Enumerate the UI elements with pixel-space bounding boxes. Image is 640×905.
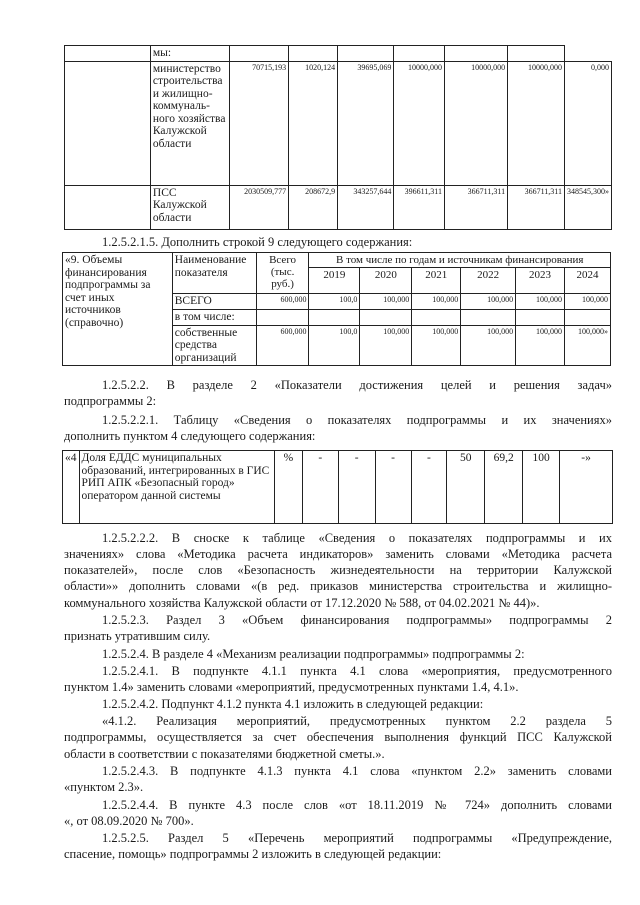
value-cell: 100,000 (360, 294, 412, 310)
year-header: 2020 (360, 268, 412, 294)
value-cell: 0,000 (565, 61, 612, 185)
value-cell: 100,000 (516, 325, 565, 366)
paragraph: подпрограммы 2: (64, 394, 157, 408)
paragraph: «пунктом 2.3». (64, 780, 144, 794)
year-header: 2022 (461, 268, 516, 294)
paragraph: области»» дополнить словами «(в ред. приказов министерства строительства и жилищно- (64, 579, 612, 593)
value-cell: 366711,311 (444, 185, 507, 229)
value-cell: 50 (447, 451, 485, 524)
paragraph: пунктом 1.4» заменить словами «мероприятий, предусмотренных пунктами 1.4, 4.1». (64, 680, 519, 694)
paragraph: 1.2.5.2.3. Раздел 3 «Объем финансирования подпрограммы» подпрограммы 2 (102, 613, 612, 627)
value-cell: 100,000 (565, 294, 611, 310)
year-header: 2024 (565, 268, 611, 294)
value-cell: 100,0 (309, 325, 360, 366)
value-cell: - (338, 451, 375, 524)
value-cell: 600,000 (256, 294, 309, 310)
value-cell: - (302, 451, 338, 524)
year-header: 2023 (516, 268, 565, 294)
empty-cell (65, 46, 151, 62)
indicator-label: Доля ЕДДС муниципальных образований, интегрированных в ГИС РИП АПК «Безопасный город» оператором данной системы (79, 451, 275, 524)
value-cell: 10000,000 (508, 61, 565, 185)
header-total: Всего (тыс. руб.) (256, 253, 309, 294)
value-cell: 100 (523, 451, 560, 524)
paragraph: «4.1.2. Реализация мероприятий, предусмотренных пунктом 2.2 раздела 5 (102, 714, 612, 728)
row-label: мы: (150, 46, 230, 62)
section-label: «9. Объемы финансирования подпрограммы за счет иных источников (справочно) (63, 253, 173, 366)
value-cell: 348545,300» (565, 185, 612, 229)
value-cell: 100,000 (461, 325, 516, 366)
indicator-table (62, 450, 613, 524)
unit-cell: % (275, 451, 303, 524)
paragraph: 1.2.5.2.2.1. Таблицу «Сведения о показателях подпрограммы и их значениях» (102, 413, 612, 427)
paragraph: 1.2.5.2.4.4. В пункте 4.3 после слов «от 18.11.2019 № 724» дополнить словами (102, 798, 612, 812)
paragraph: дополнить пунктом 4 следующего содержания: (64, 429, 316, 443)
value-cell: 100,000» (565, 325, 611, 366)
paragraph: 1.2.5.2.5. Раздел 5 «Перечень мероприятий подпрограммы «Предупреждение, (102, 831, 612, 845)
value-cell: 1020,124 (289, 61, 338, 185)
year-header: 2019 (309, 268, 360, 294)
row-label: министерство строительства и жилищно-коммуналь-ного хозяйства Калужской области (150, 61, 230, 185)
paragraph: значениях» слова «Методика расчета индикаторов» заменить словами «Методика расчета (64, 547, 612, 561)
paragraph: спасение, помощь» подпрограммы 2 изложить в следующей редакции: (64, 847, 442, 861)
paragraph: подпрограммы, осуществляется за счет обеспечения выполнения функций ПСС Калужской (64, 730, 612, 744)
value-cell: 100,0 (309, 294, 360, 310)
value-cell: 100,000 (412, 325, 461, 366)
header-name: Наименование показателя (172, 253, 256, 294)
value-cell: 343257,644 (338, 185, 394, 229)
paragraph: 1.2.5.2.4. В разделе 4 «Механизм реализации подпрограммы» подпрограммы 2: (102, 647, 525, 661)
financing-table-continued (64, 45, 612, 230)
value-cell: 100,000 (412, 294, 461, 310)
paragraph: признать утратившим силу. (64, 629, 211, 643)
value-cell: 39695,069 (338, 61, 394, 185)
paragraph: 1.2.5.2.4.2. Подпункт 4.1.2 пункта 4.1 изложить в следующей редакции: (102, 697, 484, 711)
row-label: собственные средства организаций (172, 325, 256, 366)
value-cell: 600,000 (256, 325, 309, 366)
value-cell: 10000,000 (444, 61, 507, 185)
value-cell: 100,000 (360, 325, 412, 366)
paragraph: области в соответствии с показателями бюджетной сметы.». (64, 747, 385, 761)
value-cell: 100,000 (461, 294, 516, 310)
financing-other-sources-table (62, 252, 611, 366)
row-label: в том числе: (172, 310, 256, 326)
paragraph: 1.2.5.2.4.3. В подпункте 4.1.3 пункта 4.1 слова «пунктом 2.2» заменить словами (102, 764, 612, 778)
row-label: ПСС Калужской области (150, 185, 230, 229)
paragraph: 1.2.5.2.2.2. В сноске к таблице «Сведения о показателях подпрограммы и их (102, 531, 612, 545)
value-cell: 70715,193 (230, 61, 289, 185)
value-cell: 100,000 (516, 294, 565, 310)
value-cell: 10000,000 (394, 61, 445, 185)
item-number: «4 (63, 451, 80, 524)
value-cell: -» (560, 451, 613, 524)
value-cell: 2030509,777 (230, 185, 289, 229)
header-span: В том числе по годам и источникам финансирования (309, 253, 611, 268)
paragraph: «, от 08.09.2020 № 700». (64, 814, 194, 828)
row-label: ВСЕГО (172, 294, 256, 310)
value-cell: 69,2 (485, 451, 523, 524)
paragraph: показателей», после слов «Безопасность жизнедеятельности на территории Калужской (64, 563, 612, 577)
value-cell: - (411, 451, 447, 524)
value-cell: 396611,311 (394, 185, 445, 229)
value-cell: 208672,9 (289, 185, 338, 229)
paragraph: коммунального хозяйства Калужской области от 17.12.2020 № 588, от 04.02.2021 № 44)». (64, 596, 540, 610)
value-cell: 366711,311 (508, 185, 565, 229)
paragraph: 1.2.5.2.4.1. В подпункте 4.1.1 пункта 4.1 слова «мероприятия, предусмотренного (102, 664, 612, 678)
year-header: 2021 (412, 268, 461, 294)
paragraph: 1.2.5.2.2. В разделе 2 «Показатели достижения целей и решения задач» (102, 378, 612, 392)
paragraph: 1.2.5.2.1.5. Дополнить строкой 9 следующего содержания: (102, 235, 413, 249)
value-cell: - (375, 451, 411, 524)
